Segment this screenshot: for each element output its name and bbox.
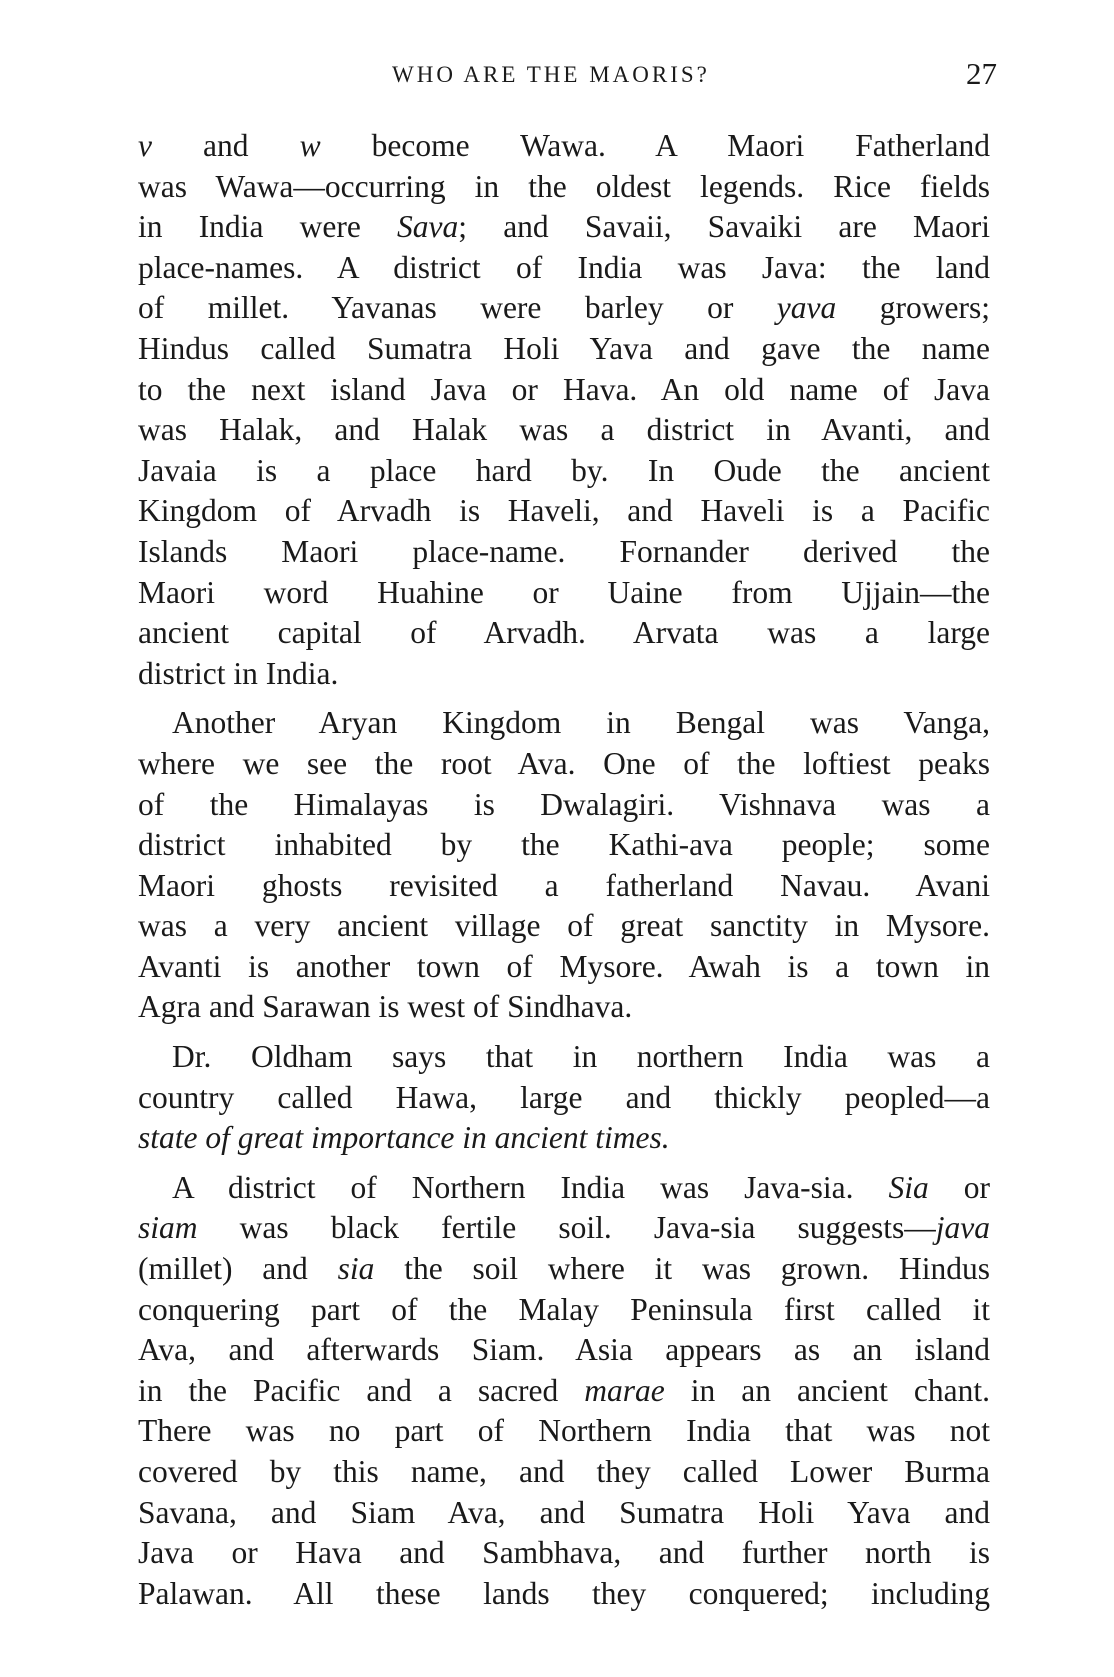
body-text xyxy=(138,126,990,1614)
text-run: There was no part of Northern India that was not xyxy=(138,1413,990,1449)
text-run: Ava, and afterwards Siam. Asia appears as an island xyxy=(138,1332,990,1368)
text-run: in India were xyxy=(138,209,398,245)
text-line xyxy=(138,491,990,532)
text-line xyxy=(138,532,990,573)
italic-text: Sava xyxy=(397,209,459,245)
text-run: of the Himalayas is Dwalagiri. Vishnava was a xyxy=(138,786,990,822)
paragraph xyxy=(138,703,990,1028)
text-run: Savana, and Siam Ava, and Sumatra Holi Yava and xyxy=(138,1494,990,1530)
text-run: where we see the root Ava. One of the loftiest peaks xyxy=(138,745,990,781)
paragraph-gap xyxy=(138,1159,990,1168)
text-line xyxy=(138,573,990,614)
text-run: (millet) and xyxy=(138,1251,338,1287)
text-run: in an ancient chant. xyxy=(664,1372,990,1408)
text-run: in the Pacific and a sacred xyxy=(138,1372,585,1408)
text-line xyxy=(138,947,990,988)
text-run: conquering part of the Malay Peninsula first called it xyxy=(138,1291,990,1327)
text-line xyxy=(138,1168,990,1209)
text-line xyxy=(138,825,990,866)
italic-text: w xyxy=(299,128,321,163)
text-run: covered by this name, and they called Lower Burma xyxy=(138,1454,990,1489)
paragraph xyxy=(138,1037,990,1159)
text-run: place-names. A district of India was Java: the land xyxy=(138,249,990,285)
text-run: Another Aryan Kingdom in Bengal was Vanga, xyxy=(172,705,990,741)
text-line xyxy=(138,654,990,695)
text-run: was black fertile soil. Java-sia suggests— xyxy=(197,1210,936,1246)
text-line xyxy=(138,1452,990,1493)
text-line xyxy=(138,866,990,907)
text-run: district inhabited by the Kathi-ava people; some xyxy=(138,827,990,863)
text-line xyxy=(138,207,990,248)
text-line xyxy=(138,1037,990,1078)
text-run: was Halak, and Halak was a district in Avanti, and xyxy=(138,412,990,448)
text-line xyxy=(138,1371,990,1412)
text-run: Agra and Sarawan is west of Sindhava. xyxy=(138,989,633,1025)
text-line xyxy=(138,329,990,370)
text-line xyxy=(138,744,990,785)
text-run: Maori word Huahine or Uaine from Ujjain—the xyxy=(138,574,990,610)
text-run: country called Hawa, large and thickly peopled—a xyxy=(138,1079,990,1115)
text-run: Kingdom of Arvadh is Haveli, and Haveli is a Pacific xyxy=(138,493,990,529)
text-line xyxy=(138,1290,990,1331)
text-line xyxy=(138,410,990,451)
italic-text: v xyxy=(138,128,152,163)
text-line xyxy=(138,1411,990,1452)
text-line xyxy=(138,1574,990,1615)
text-line xyxy=(138,1208,990,1249)
text-run: A district of Northern India was Java-sia. xyxy=(172,1169,889,1205)
text-line xyxy=(138,613,990,654)
text-run: to the next island Java or Hava. An old name of Java xyxy=(138,371,990,407)
text-line xyxy=(138,451,990,492)
text-line xyxy=(138,370,990,411)
text-run: Hindus called Sumatra Holi Yava and gave the name xyxy=(138,330,990,366)
text-line xyxy=(138,987,990,1028)
italic-text: java xyxy=(935,1210,990,1246)
text-run: the soil where it was grown. Hindus xyxy=(374,1251,991,1287)
text-line xyxy=(138,167,990,208)
running-title: WHO ARE THE MAORIS? xyxy=(392,62,710,87)
paragraph xyxy=(138,126,990,694)
text-run: of millet. Yavanas were barley or xyxy=(138,290,777,326)
text-line xyxy=(138,1330,990,1371)
text-line xyxy=(138,248,990,289)
text-run: Dr. Oldham says that in northern India was a xyxy=(172,1039,990,1075)
text-line xyxy=(138,126,990,167)
text-line xyxy=(138,785,990,826)
paragraph-gap xyxy=(138,694,990,703)
italic-text: state of great importance in ancient times. xyxy=(138,1120,670,1156)
text-run: Avanti is another town of Mysore. Awah is a town in xyxy=(138,948,990,984)
text-run: ancient capital of Arvadh. Arvata was a large xyxy=(138,615,990,651)
text-line xyxy=(138,1493,990,1534)
text-line xyxy=(138,1078,990,1119)
text-run: Java or Hava and Sambhava, and further north is xyxy=(138,1535,990,1571)
text-run: Palawan. All these lands they conquered; including xyxy=(138,1575,990,1611)
italic-text: Sia xyxy=(888,1169,929,1205)
paragraph xyxy=(138,1168,990,1615)
italic-text: sia xyxy=(337,1251,375,1287)
text-run: was Wawa—occurring in the oldest legends. Rice fields xyxy=(138,168,990,204)
text-line xyxy=(138,1533,990,1574)
text-run: become Wawa. A Maori Fatherland xyxy=(320,128,990,163)
text-run: Islands Maori place-name. Fornander derived the xyxy=(138,533,990,569)
text-run: ; and Savaii, Savaiki are Maori xyxy=(458,209,990,245)
text-line xyxy=(138,906,990,947)
paragraph-gap xyxy=(138,1028,990,1037)
italic-text: siam xyxy=(138,1210,198,1246)
italic-text: yava xyxy=(776,290,837,326)
text-run: Maori ghosts revisited a fatherland Navau. Avani xyxy=(138,867,990,903)
text-line xyxy=(138,703,990,744)
text-run: or xyxy=(928,1169,990,1205)
text-run: growers; xyxy=(836,290,990,326)
italic-text: marae xyxy=(584,1372,665,1408)
text-run: and xyxy=(151,128,300,163)
text-run: was a very ancient village of great sanctity in Mysore. xyxy=(138,908,990,944)
text-run: Javaia is a place hard by. In Oude the ancient xyxy=(138,452,990,488)
page-number: 27 xyxy=(966,56,997,91)
text-run: district in India. xyxy=(138,655,339,691)
text-line xyxy=(138,1249,990,1290)
text-line xyxy=(138,1118,990,1159)
text-line xyxy=(138,288,990,329)
running-head xyxy=(0,56,1114,96)
